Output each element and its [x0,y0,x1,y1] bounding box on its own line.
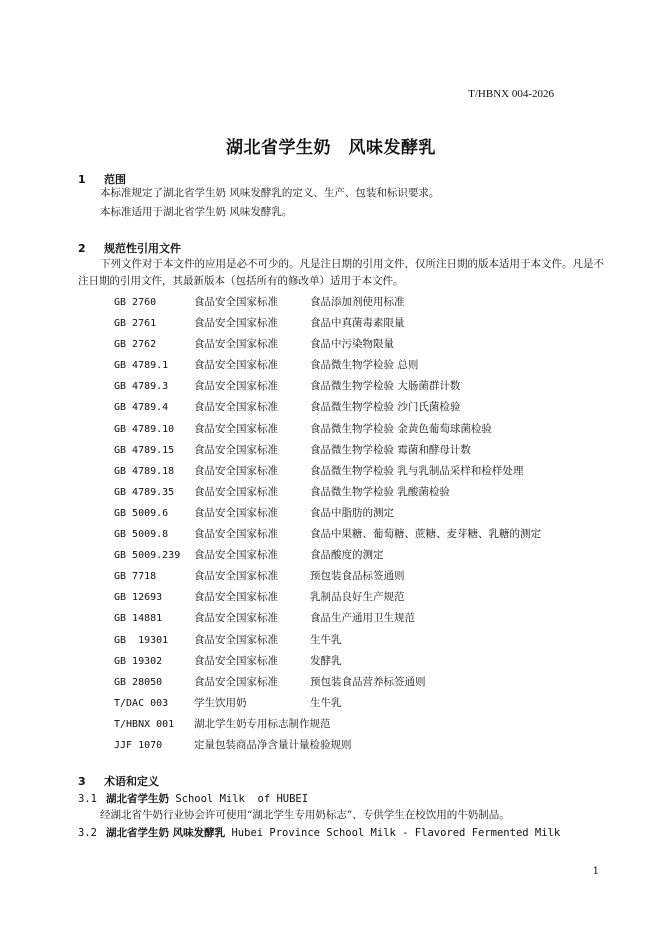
reference-code: GB 5009.239 [114,550,181,562]
reference-title: 食品微生物学检验 沙门氏菌检验 [310,401,461,414]
section-number: 3 [78,775,86,788]
reference-item [114,397,541,418]
references-intro: 下列文件对于本文件的应用是必不可少的。凡是注日期的引用文件，仅所注日期的版本适用于本文件。凡是不注日期的引用文件，其最新版本（包括所有的修改单）适用于本文件。 [78,258,604,287]
reference-title: 食品微生物学检验 霉菌和酵母计数 [310,443,471,456]
reference-code: GB 7718 [114,571,157,583]
section-title: 术语和定义 [104,775,159,788]
reference-item [114,440,541,461]
reference-category: 食品安全国家标准 [194,443,278,456]
reference-category: 食品安全国家标准 [194,464,278,477]
reference-code: GB 28050 [114,676,163,688]
reference-item [114,735,541,756]
reference-item [114,672,541,693]
reference-item [114,545,541,566]
reference-title: 食品中果糖、葡萄糖、蔗糖、麦芽糖、乳糖的测定 [310,528,541,541]
reference-code: GB 2762 [114,339,157,351]
reference-code: GB 19301 [114,634,169,646]
reference-category: 食品安全国家标准 [194,506,278,519]
term-3-1-definition: 经湖北省牛奶行业协会许可使用“湖北学生专用奶标志”、专供学生在校饮用的牛奶制品。 [100,809,510,821]
reference-title: 食品微生物学检验 乳与乳制品采样和检样处理 [310,464,524,477]
reference-category: 食品安全国家标准 [194,296,278,308]
reference-item [114,524,541,545]
reference-title: 食品添加剂使用标准 [310,296,405,308]
section-title: 规范性引用文件 [104,242,181,255]
reference-code: GB 4789.18 [114,465,175,477]
page-number: 1 [592,866,599,877]
reference-category: 食品安全国家标准 [194,528,278,541]
reference-item [114,334,541,355]
reference-item [114,503,541,524]
term-name-cn: 湖北省学生奶 [106,793,169,805]
reference-code: T/DAC 003 [114,697,169,709]
reference-title: 食品生产通用卫生规范 [310,612,415,625]
reference-item [114,714,541,735]
reference-category: 定量包装商品净含量计量检验规则 [194,738,352,751]
reference-title: 食品微生物学检验 大肠菌群计数 [310,380,461,393]
reference-category: 食品安全国家标准 [194,570,278,583]
reference-code: GB 14881 [114,613,163,625]
reference-code: GB 4789.35 [114,486,175,498]
scope-line-2: 本标准适用于湖北省学生奶 风味发酵乳。 [100,206,293,218]
term-3-2-heading [78,825,560,840]
reference-category: 湖北学生奶专用标志制作规范 [194,717,331,730]
reference-item [114,608,541,629]
section-number: 2 [78,242,86,255]
reference-code: GB 4789.3 [114,381,169,393]
reference-code: GB 2761 [114,318,157,330]
reference-category: 食品安全国家标准 [194,359,278,372]
reference-category: 学生饮用奶 [194,696,247,709]
scope-line-1: 本标准规定了湖北省学生奶 风味发酵乳的定义、生产、包装和标识要求。 [100,187,440,199]
term-number: 3.2 [78,827,97,839]
reference-item [114,355,541,376]
reference-item [114,292,541,313]
section-title: 范围 [104,173,126,186]
document-title: 湖北省学生奶 风味发酵乳 [226,138,436,158]
reference-code: GB 19302 [114,655,163,667]
section-number: 1 [78,173,86,186]
reference-title: 发酵乳 [310,654,342,667]
reference-item [114,566,541,587]
reference-item [114,419,541,440]
reference-category: 食品安全国家标准 [194,591,278,604]
reference-title: 食品微生物学检验 乳酸菌检验 [310,485,450,498]
reference-item [114,461,541,482]
reference-code: GB 5009.6 [114,507,169,519]
reference-title: 食品中脂肪的测定 [310,506,394,519]
reference-code: T/HBNX 001 [114,718,175,730]
reference-item [114,313,541,334]
reference-item [114,651,541,672]
reference-category: 食品安全国家标准 [194,485,278,498]
reference-code: GB 4789.15 [114,444,175,456]
section-2-heading [78,240,181,256]
reference-category: 食品安全国家标准 [194,338,278,351]
reference-category: 食品安全国家标准 [194,654,278,667]
term-name-cn: 湖北省学生奶 风味发酵乳 [106,827,226,839]
reference-title: 乳制品良好生产规范 [310,591,405,604]
reference-category: 食品安全国家标准 [194,633,278,646]
reference-code: JJF 1070 [114,739,163,751]
reference-item [114,587,541,608]
reference-title: 生牛乳 [310,696,342,709]
standard-code: T/HBNX 004-2026 [468,88,554,100]
reference-title: 食品酸度的测定 [310,549,384,562]
reference-title: 食品微生物学检验 总则 [310,359,419,372]
reference-title: 预包装食品营养标签通则 [310,675,426,688]
reference-item [114,693,541,714]
reference-title: 预包装食品标签通则 [310,570,405,583]
reference-category: 食品安全国家标准 [194,422,278,435]
reference-code: GB 4789.4 [114,402,169,414]
term-number: 3.1 [78,793,97,805]
reference-code: GB 2760 [114,297,157,308]
reference-item [114,630,541,651]
reference-title: 食品中真菌毒素限量 [310,317,405,330]
reference-item [114,482,541,503]
reference-title: 食品微生物学检验 金黄色葡萄球菌检验 [310,422,492,435]
reference-title: 食品中污染物限量 [310,338,394,351]
reference-item [114,376,541,397]
term-3-1-heading [78,791,308,806]
reference-category: 食品安全国家标准 [194,380,278,393]
reference-code: GB 12693 [114,592,163,604]
reference-list [114,292,541,756]
term-name-en: School Milk of HUBEI [175,793,309,805]
reference-code: GB 4789.1 [114,360,169,372]
reference-category: 食品安全国家标准 [194,612,278,625]
reference-title: 生牛乳 [310,633,342,646]
reference-category: 食品安全国家标准 [194,317,278,330]
section-3-heading [78,773,159,789]
reference-category: 食品安全国家标准 [194,675,278,688]
reference-category: 食品安全国家标准 [194,401,278,414]
term-name-en: Hubei Province School Milk - Flavored Fermented Milk [231,827,561,839]
reference-code: GB 5009.8 [114,529,169,541]
reference-category: 食品安全国家标准 [194,549,278,562]
reference-code: GB 4789.10 [114,423,175,435]
